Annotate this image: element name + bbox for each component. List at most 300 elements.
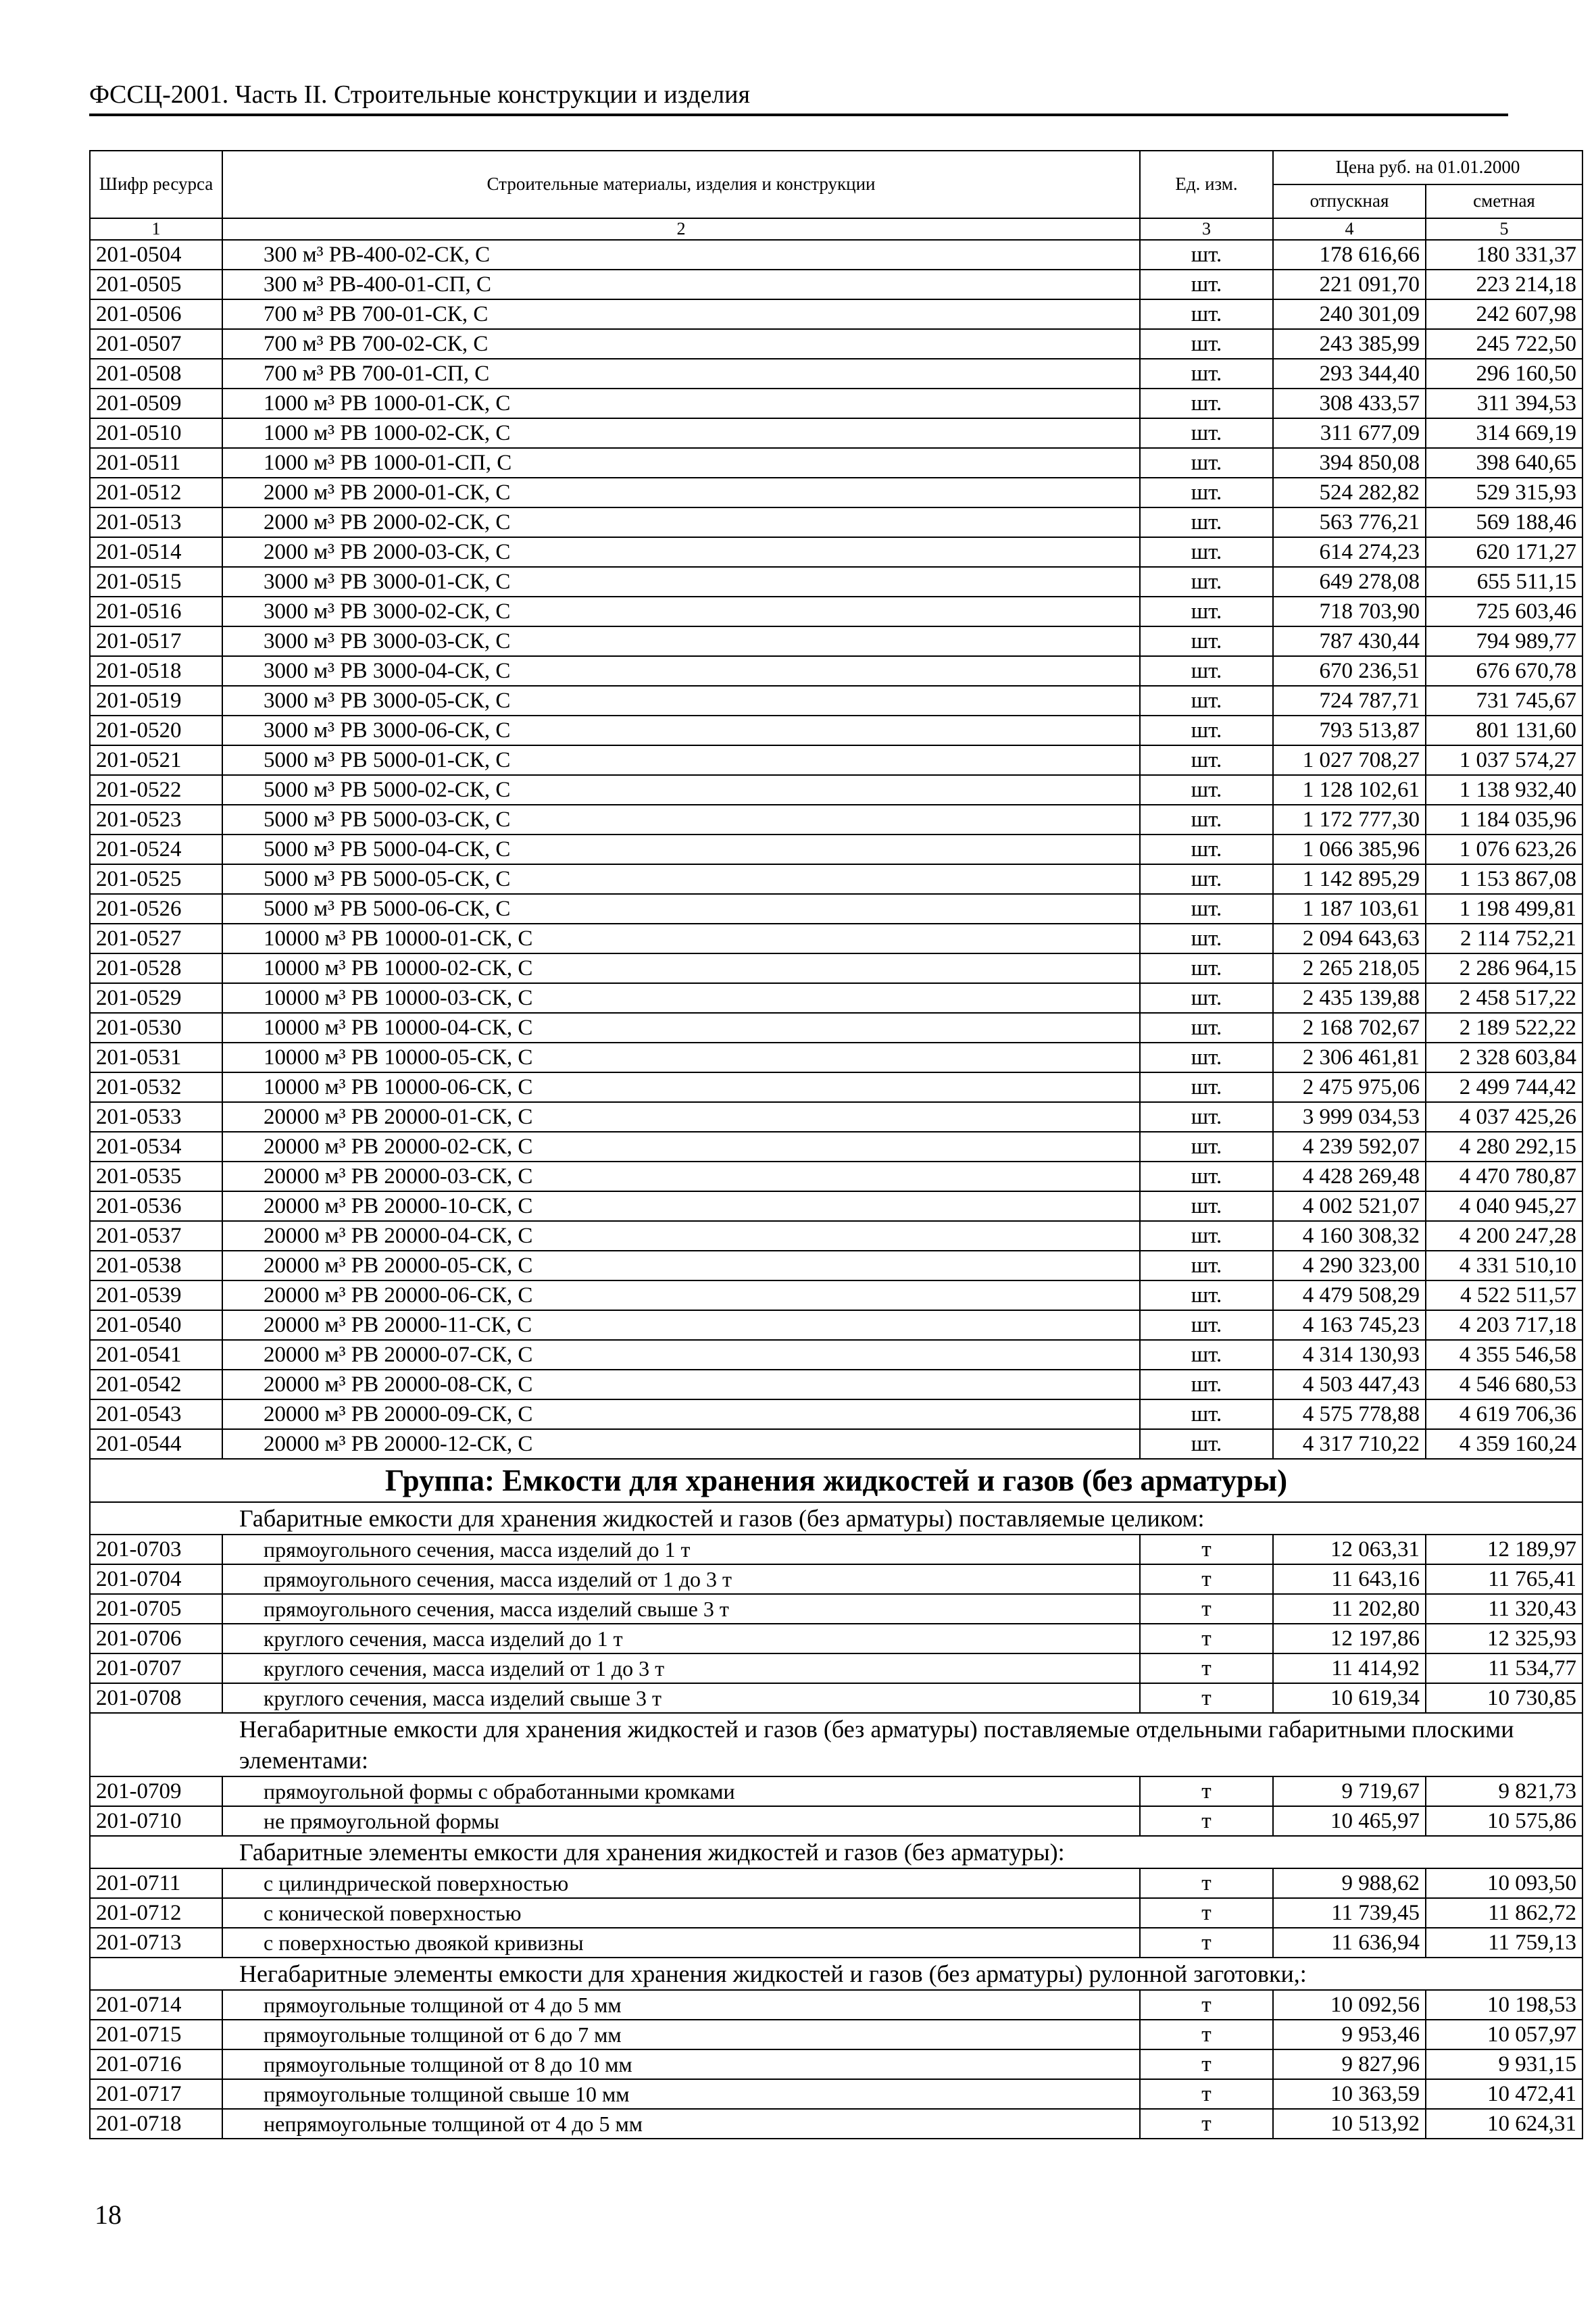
- resource-code: 201-0504: [90, 240, 222, 270]
- price-release: 243 385,99: [1273, 329, 1426, 359]
- price-estimate: 725 603,46: [1426, 597, 1582, 626]
- price-release: 311 677,09: [1273, 418, 1426, 448]
- price-estimate: 10 472,41: [1426, 2079, 1582, 2109]
- table-row: [90, 1868, 1582, 1898]
- resource-name: круглого сечения, масса изделий до 1 т: [222, 1624, 1140, 1653]
- resource-unit: шт.: [1140, 1251, 1273, 1280]
- resource-code: 201-0508: [90, 359, 222, 389]
- resource-name: прямоугольные толщиной от 8 до 10 мм: [222, 2049, 1140, 2079]
- price-estimate: 4 522 511,57: [1426, 1280, 1582, 1310]
- resource-name: 2000 м³ РВ 2000-02-СК, С: [222, 507, 1140, 537]
- table-row: [90, 1776, 1582, 1806]
- price-release: 394 850,08: [1273, 448, 1426, 478]
- resource-name: 20000 м³ РВ 20000-01-СК, С: [222, 1102, 1140, 1132]
- resource-name: 3000 м³ РВ 3000-05-СК, С: [222, 686, 1140, 716]
- resource-name: 3000 м³ РВ 3000-02-СК, С: [222, 597, 1140, 626]
- resource-code: 201-0507: [90, 329, 222, 359]
- resource-unit: т: [1140, 1806, 1273, 1836]
- price-table: [89, 150, 1583, 2139]
- price-estimate: 10 624,31: [1426, 2109, 1582, 2139]
- table-row: [90, 1564, 1582, 1594]
- col-name-header: Строительные материалы, изделия и конструкции: [222, 151, 1140, 218]
- resource-code: 201-0538: [90, 1251, 222, 1280]
- table-row: [90, 1653, 1582, 1683]
- resource-code: 201-0517: [90, 626, 222, 656]
- resource-name: 10000 м³ РВ 10000-02-СК, С: [222, 953, 1140, 983]
- price-release: 10 092,56: [1273, 1990, 1426, 2020]
- page-number: 18: [95, 2199, 122, 2230]
- resource-code: 201-0714: [90, 1990, 222, 2020]
- resource-code: 201-0711: [90, 1868, 222, 1898]
- resource-unit: шт.: [1140, 775, 1273, 805]
- price-release: 4 317 710,22: [1273, 1429, 1426, 1459]
- price-estimate: 676 670,78: [1426, 656, 1582, 686]
- table-row: [90, 1310, 1582, 1340]
- price-estimate: 4 200 247,28: [1426, 1221, 1582, 1251]
- resource-code: 201-0539: [90, 1280, 222, 1310]
- resource-name: прямоугольного сечения, масса изделий от 1 до 3 т: [222, 1564, 1140, 1594]
- resource-code: 201-0514: [90, 537, 222, 567]
- price-release: 11 739,45: [1273, 1898, 1426, 1928]
- resource-name: прямоугольного сечения, масса изделий до 1 т: [222, 1535, 1140, 1564]
- price-estimate: 731 745,67: [1426, 686, 1582, 716]
- table-row: [90, 2109, 1582, 2139]
- price-release: 1 172 777,30: [1273, 805, 1426, 835]
- resource-name: не прямоугольной формы: [222, 1806, 1140, 1836]
- price-release: 649 278,08: [1273, 567, 1426, 597]
- price-release: 2 265 218,05: [1273, 953, 1426, 983]
- resource-unit: т: [1140, 1624, 1273, 1653]
- price-release: 4 503 447,43: [1273, 1370, 1426, 1399]
- resource-code: 201-0527: [90, 924, 222, 953]
- resource-code: 201-0531: [90, 1043, 222, 1072]
- resource-unit: шт.: [1140, 745, 1273, 775]
- price-release: 1 066 385,96: [1273, 835, 1426, 864]
- price-estimate: 398 640,65: [1426, 448, 1582, 478]
- price-estimate: 12 325,93: [1426, 1624, 1582, 1653]
- resource-name: 20000 м³ РВ 20000-06-СК, С: [222, 1280, 1140, 1310]
- resource-unit: шт.: [1140, 240, 1273, 270]
- price-estimate: 620 171,27: [1426, 537, 1582, 567]
- resource-name: прямоугольные толщиной от 6 до 7 мм: [222, 2020, 1140, 2049]
- resource-code: 201-0522: [90, 775, 222, 805]
- price-estimate: 1 184 035,96: [1426, 805, 1582, 835]
- price-release: 2 475 975,06: [1273, 1072, 1426, 1102]
- resource-unit: шт.: [1140, 448, 1273, 478]
- price-release: 12 197,86: [1273, 1624, 1426, 1653]
- resource-name: 5000 м³ РВ 5000-05-СК, С: [222, 864, 1140, 894]
- price-release: 3 999 034,53: [1273, 1102, 1426, 1132]
- resource-name: 10000 м³ РВ 10000-03-СК, С: [222, 983, 1140, 1013]
- price-release: 12 063,31: [1273, 1535, 1426, 1564]
- table-row: [90, 1072, 1582, 1102]
- price-estimate: 11 862,72: [1426, 1898, 1582, 1928]
- resource-name: 1000 м³ РВ 1000-01-СК, С: [222, 389, 1140, 418]
- price-estimate: 4 470 780,87: [1426, 1162, 1582, 1191]
- price-estimate: 4 037 425,26: [1426, 1102, 1582, 1132]
- table-row: [90, 1370, 1582, 1399]
- table-row: [90, 1043, 1582, 1072]
- resource-code: 201-0703: [90, 1535, 222, 1564]
- resource-name: с конической поверхностью: [222, 1898, 1140, 1928]
- price-estimate: 10 575,86: [1426, 1806, 1582, 1836]
- section-subheading: Негабаритные емкости для хранения жидкостей и газов (без арматуры) поставляемые отдельными габаритными плоскими элементами:: [90, 1713, 1582, 1776]
- col-unit-header: Ед. изм.: [1140, 151, 1273, 218]
- price-estimate: 655 511,15: [1426, 567, 1582, 597]
- price-release: 787 430,44: [1273, 626, 1426, 656]
- resource-code: 201-0506: [90, 299, 222, 329]
- table-row: [90, 418, 1582, 448]
- resource-unit: шт.: [1140, 835, 1273, 864]
- table-row: [90, 537, 1582, 567]
- resource-unit: шт.: [1140, 1221, 1273, 1251]
- table-row: [90, 1340, 1582, 1370]
- price-estimate: 569 188,46: [1426, 507, 1582, 537]
- resource-name: 20000 м³ РВ 20000-10-СК, С: [222, 1191, 1140, 1221]
- price-release: 670 236,51: [1273, 656, 1426, 686]
- price-estimate: 311 394,53: [1426, 389, 1582, 418]
- resource-name: 300 м³ РВ-400-02-СК, С: [222, 240, 1140, 270]
- price-release: 308 433,57: [1273, 389, 1426, 418]
- resource-unit: шт.: [1140, 1162, 1273, 1191]
- resource-unit: шт.: [1140, 1013, 1273, 1043]
- resource-code: 201-0713: [90, 1928, 222, 1958]
- section-subheading-row: [90, 1713, 1582, 1776]
- price-release: 4 002 521,07: [1273, 1191, 1426, 1221]
- resource-name: 700 м³ РВ 700-01-СП, С: [222, 359, 1140, 389]
- price-release: 11 414,92: [1273, 1653, 1426, 1683]
- price-release: 10 363,59: [1273, 2079, 1426, 2109]
- resource-unit: шт.: [1140, 716, 1273, 745]
- resource-code: 201-0718: [90, 2109, 222, 2139]
- col-code-header: Шифр ресурса: [90, 151, 222, 218]
- table-row: [90, 1624, 1582, 1653]
- section-subheading-row: [90, 1958, 1582, 1990]
- price-release: 4 160 308,32: [1273, 1221, 1426, 1251]
- resource-unit: т: [1140, 1990, 1273, 2020]
- table-row: [90, 448, 1582, 478]
- resource-name: с поверхностью двоякой кривизны: [222, 1928, 1140, 1958]
- price-estimate: 794 989,77: [1426, 626, 1582, 656]
- resource-name: прямоугольные толщиной свыше 10 мм: [222, 2079, 1140, 2109]
- price-estimate: 1 138 932,40: [1426, 775, 1582, 805]
- price-release: 4 163 745,23: [1273, 1310, 1426, 1340]
- price-release: 9 827,96: [1273, 2049, 1426, 2079]
- price-estimate: 1 153 867,08: [1426, 864, 1582, 894]
- table-row: [90, 745, 1582, 775]
- resource-unit: шт.: [1140, 597, 1273, 626]
- price-release: 11 202,80: [1273, 1594, 1426, 1624]
- price-estimate: 296 160,50: [1426, 359, 1582, 389]
- price-release: 1 142 895,29: [1273, 864, 1426, 894]
- table-row: [90, 597, 1582, 626]
- resource-code: 201-0528: [90, 953, 222, 983]
- price-release: 9 953,46: [1273, 2020, 1426, 2049]
- resource-unit: шт.: [1140, 567, 1273, 597]
- table-row: [90, 1683, 1582, 1713]
- resource-unit: шт.: [1140, 894, 1273, 924]
- resource-name: 300 м³ РВ-400-01-СП, С: [222, 270, 1140, 299]
- table-row: [90, 626, 1582, 656]
- price-estimate: 4 355 546,58: [1426, 1340, 1582, 1370]
- price-estimate: 314 669,19: [1426, 418, 1582, 448]
- table-row: [90, 864, 1582, 894]
- table-row: [90, 894, 1582, 924]
- price-estimate: 801 131,60: [1426, 716, 1582, 745]
- resource-code: 201-0513: [90, 507, 222, 537]
- resource-unit: т: [1140, 1594, 1273, 1624]
- resource-name: 20000 м³ РВ 20000-09-СК, С: [222, 1399, 1140, 1429]
- price-estimate: 1 198 499,81: [1426, 894, 1582, 924]
- price-release: 4 314 130,93: [1273, 1340, 1426, 1370]
- price-estimate: 11 765,41: [1426, 1564, 1582, 1594]
- resource-name: 20000 м³ РВ 20000-03-СК, С: [222, 1162, 1140, 1191]
- resource-unit: шт.: [1140, 983, 1273, 1013]
- table-row: [90, 1399, 1582, 1429]
- table-row: [90, 983, 1582, 1013]
- table-row: [90, 507, 1582, 537]
- price-release: 178 616,66: [1273, 240, 1426, 270]
- price-release: 4 290 323,00: [1273, 1251, 1426, 1280]
- price-estimate: 4 619 706,36: [1426, 1399, 1582, 1429]
- price-release: 10 465,97: [1273, 1806, 1426, 1836]
- resource-code: 201-0544: [90, 1429, 222, 1459]
- price-estimate: 1 076 623,26: [1426, 835, 1582, 864]
- resource-name: 20000 м³ РВ 20000-02-СК, С: [222, 1132, 1140, 1162]
- resource-unit: шт.: [1140, 864, 1273, 894]
- price-estimate: 4 331 510,10: [1426, 1251, 1582, 1280]
- resource-unit: шт.: [1140, 537, 1273, 567]
- resource-code: 201-0541: [90, 1340, 222, 1370]
- col-number: 4: [1273, 218, 1426, 240]
- table-row: [90, 389, 1582, 418]
- resource-unit: шт.: [1140, 1399, 1273, 1429]
- table-row: [90, 716, 1582, 745]
- table-row: [90, 1898, 1582, 1928]
- price-release: 221 091,70: [1273, 270, 1426, 299]
- price-release: 11 643,16: [1273, 1564, 1426, 1594]
- resource-code: 201-0712: [90, 1898, 222, 1928]
- resource-name: 10000 м³ РВ 10000-04-СК, С: [222, 1013, 1140, 1043]
- table-row: [90, 2020, 1582, 2049]
- col-number: 1: [90, 218, 222, 240]
- table-row: [90, 1132, 1582, 1162]
- table-row: [90, 299, 1582, 329]
- resource-code: 201-0511: [90, 448, 222, 478]
- resource-name: 10000 м³ РВ 10000-01-СК, С: [222, 924, 1140, 953]
- col-price-header: Цена руб. на 01.01.2000: [1273, 151, 1582, 184]
- resource-unit: шт.: [1140, 1191, 1273, 1221]
- resource-unit: шт.: [1140, 1043, 1273, 1072]
- resource-name: круглого сечения, масса изделий от 1 до 3 т: [222, 1653, 1140, 1683]
- resource-code: 201-0530: [90, 1013, 222, 1043]
- price-estimate: 2 114 752,21: [1426, 924, 1582, 953]
- price-release: 793 513,87: [1273, 716, 1426, 745]
- resource-name: 5000 м³ РВ 5000-02-СК, С: [222, 775, 1140, 805]
- resource-code: 201-0708: [90, 1683, 222, 1713]
- price-release: 10 619,34: [1273, 1683, 1426, 1713]
- price-release: 724 787,71: [1273, 686, 1426, 716]
- resource-code: 201-0715: [90, 2020, 222, 2049]
- price-estimate: 11 759,13: [1426, 1928, 1582, 1958]
- resource-name: 3000 м³ РВ 3000-06-СК, С: [222, 716, 1140, 745]
- table-row: [90, 775, 1582, 805]
- resource-unit: шт.: [1140, 1340, 1273, 1370]
- resource-unit: шт.: [1140, 805, 1273, 835]
- resource-code: 201-0505: [90, 270, 222, 299]
- price-estimate: 10 093,50: [1426, 1868, 1582, 1898]
- resource-code: 201-0540: [90, 1310, 222, 1340]
- resource-code: 201-0524: [90, 835, 222, 864]
- table-row: [90, 1013, 1582, 1043]
- table-row: [90, 2049, 1582, 2079]
- resource-unit: т: [1140, 1535, 1273, 1564]
- price-estimate: 10 198,53: [1426, 1990, 1582, 2020]
- resource-name: 10000 м³ РВ 10000-05-СК, С: [222, 1043, 1140, 1072]
- col-price-estimate-header: сметная: [1426, 184, 1582, 218]
- resource-code: 201-0519: [90, 686, 222, 716]
- table-row: [90, 835, 1582, 864]
- resource-code: 201-0717: [90, 2079, 222, 2109]
- resource-unit: шт.: [1140, 686, 1273, 716]
- table-row: [90, 953, 1582, 983]
- resource-unit: т: [1140, 1776, 1273, 1806]
- resource-name: 20000 м³ РВ 20000-12-СК, С: [222, 1429, 1140, 1459]
- resource-unit: шт.: [1140, 656, 1273, 686]
- group-title: Группа: Емкости для хранения жидкостей и газов (без арматуры): [90, 1459, 1582, 1502]
- resource-code: 201-0536: [90, 1191, 222, 1221]
- price-release: 4 239 592,07: [1273, 1132, 1426, 1162]
- resource-code: 201-0521: [90, 745, 222, 775]
- document-title: ФССЦ-2001. Часть II. Строительные конструкции и изделия: [89, 80, 750, 109]
- section-subheading: Негабаритные элементы емкости для хранения жидкостей и газов (без арматуры) рулонной заготовки,:: [90, 1958, 1582, 1990]
- resource-code: 201-0525: [90, 864, 222, 894]
- group-title-row: [90, 1459, 1582, 1502]
- table-row: [90, 270, 1582, 299]
- price-estimate: 4 040 945,27: [1426, 1191, 1582, 1221]
- resource-code: 201-0520: [90, 716, 222, 745]
- resource-unit: шт.: [1140, 1072, 1273, 1102]
- resource-unit: шт.: [1140, 1102, 1273, 1132]
- resource-name: 20000 м³ РВ 20000-05-СК, С: [222, 1251, 1140, 1280]
- resource-name: 700 м³ РВ 700-02-СК, С: [222, 329, 1140, 359]
- price-release: 4 479 508,29: [1273, 1280, 1426, 1310]
- col-price-release-header: отпускная: [1273, 184, 1426, 218]
- price-release: 293 344,40: [1273, 359, 1426, 389]
- resource-unit: т: [1140, 2109, 1273, 2139]
- resource-unit: т: [1140, 1683, 1273, 1713]
- resource-unit: т: [1140, 1564, 1273, 1594]
- resource-name: 20000 м³ РВ 20000-08-СК, С: [222, 1370, 1140, 1399]
- table-body: [90, 240, 1582, 2139]
- table-row: [90, 1221, 1582, 1251]
- price-release: 2 306 461,81: [1273, 1043, 1426, 1072]
- resource-code: 201-0515: [90, 567, 222, 597]
- resource-code: 201-0529: [90, 983, 222, 1013]
- price-estimate: 12 189,97: [1426, 1535, 1582, 1564]
- table-row: [90, 1162, 1582, 1191]
- resource-unit: шт.: [1140, 953, 1273, 983]
- resource-code: 201-0516: [90, 597, 222, 626]
- price-estimate: 2 328 603,84: [1426, 1043, 1582, 1072]
- resource-unit: шт.: [1140, 418, 1273, 448]
- price-estimate: 529 315,93: [1426, 478, 1582, 507]
- table-row: [90, 240, 1582, 270]
- price-estimate: 242 607,98: [1426, 299, 1582, 329]
- price-estimate: 4 280 292,15: [1426, 1132, 1582, 1162]
- resource-unit: шт.: [1140, 270, 1273, 299]
- resource-name: 3000 м³ РВ 3000-01-СК, С: [222, 567, 1140, 597]
- table-row: [90, 1191, 1582, 1221]
- resource-code: 201-0706: [90, 1624, 222, 1653]
- section-subheading: Габаритные элементы емкости для хранения жидкостей и газов (без арматуры):: [90, 1836, 1582, 1868]
- page-header: [89, 80, 1508, 116]
- resource-code: 201-0533: [90, 1102, 222, 1132]
- resource-name: 20000 м³ РВ 20000-11-СК, С: [222, 1310, 1140, 1340]
- resource-code: 201-0526: [90, 894, 222, 924]
- table-row: [90, 924, 1582, 953]
- price-estimate: 2 189 522,22: [1426, 1013, 1582, 1043]
- resource-code: 201-0543: [90, 1399, 222, 1429]
- resource-code: 201-0534: [90, 1132, 222, 1162]
- table-row: [90, 1102, 1582, 1132]
- resource-unit: т: [1140, 2020, 1273, 2049]
- resource-unit: шт.: [1140, 1310, 1273, 1340]
- resource-code: 201-0510: [90, 418, 222, 448]
- price-estimate: 223 214,18: [1426, 270, 1582, 299]
- resource-unit: шт.: [1140, 1429, 1273, 1459]
- resource-name: прямоугольные толщиной от 4 до 5 мм: [222, 1990, 1140, 2020]
- table-row: [90, 1806, 1582, 1836]
- price-release: 240 301,09: [1273, 299, 1426, 329]
- price-release: 524 282,82: [1273, 478, 1426, 507]
- table-row: [90, 329, 1582, 359]
- section-subheading-row: [90, 1502, 1582, 1535]
- resource-name: 5000 м³ РВ 5000-03-СК, С: [222, 805, 1140, 835]
- resource-code: 201-0710: [90, 1806, 222, 1836]
- resource-code: 201-0518: [90, 656, 222, 686]
- price-release: 11 636,94: [1273, 1928, 1426, 1958]
- table-row: [90, 478, 1582, 507]
- resource-name: 1000 м³ РВ 1000-01-СП, С: [222, 448, 1140, 478]
- table-row: [90, 567, 1582, 597]
- resource-name: прямоугольного сечения, масса изделий свыше 3 т: [222, 1594, 1140, 1624]
- resource-name: круглого сечения, масса изделий свыше 3 т: [222, 1683, 1140, 1713]
- table-row: [90, 805, 1582, 835]
- resource-name: прямоугольной формы с обработанными кромками: [222, 1776, 1140, 1806]
- resource-name: 700 м³ РВ 700-01-СК, С: [222, 299, 1140, 329]
- price-release: 1 187 103,61: [1273, 894, 1426, 924]
- table-row: [90, 1429, 1582, 1459]
- resource-code: 201-0707: [90, 1653, 222, 1683]
- resource-unit: т: [1140, 2049, 1273, 2079]
- resource-unit: шт.: [1140, 924, 1273, 953]
- resource-code: 201-0532: [90, 1072, 222, 1102]
- price-estimate: 10 057,97: [1426, 2020, 1582, 2049]
- table-row: [90, 1594, 1582, 1624]
- resource-name: 3000 м³ РВ 3000-04-СК, С: [222, 656, 1140, 686]
- resource-code: 201-0509: [90, 389, 222, 418]
- table-row: [90, 359, 1582, 389]
- resource-name: непрямоугольные толщиной от 4 до 5 мм: [222, 2109, 1140, 2139]
- table-row: [90, 656, 1582, 686]
- resource-name: 5000 м³ РВ 5000-01-СК, С: [222, 745, 1140, 775]
- col-number: 5: [1426, 218, 1582, 240]
- table-row: [90, 1280, 1582, 1310]
- section-subheading-row: [90, 1836, 1582, 1868]
- price-estimate: 11 534,77: [1426, 1653, 1582, 1683]
- resource-code: 201-0512: [90, 478, 222, 507]
